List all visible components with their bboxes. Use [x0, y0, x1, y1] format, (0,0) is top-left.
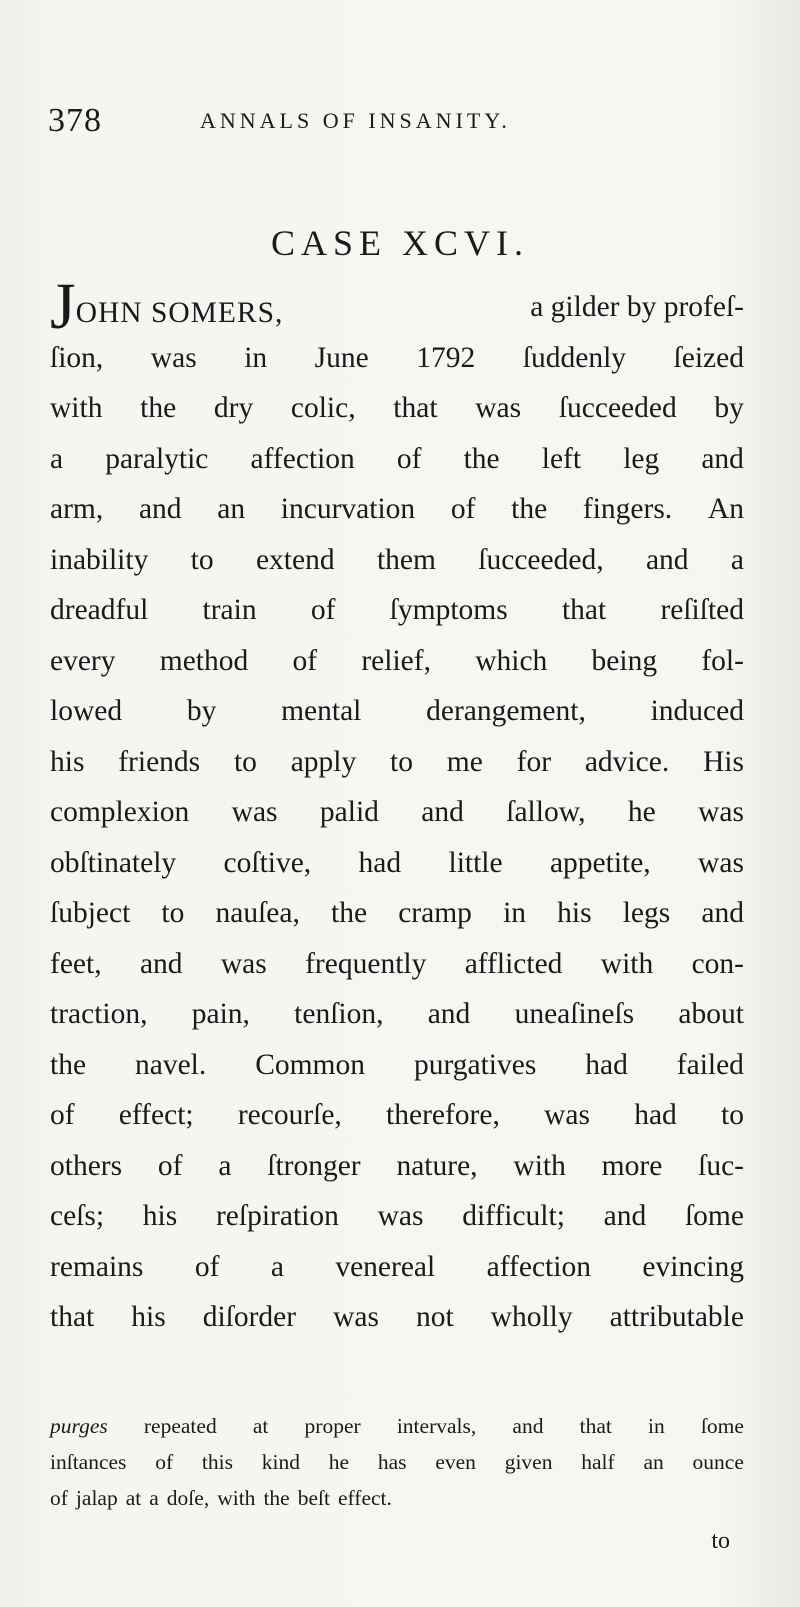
word: beſt — [297, 1486, 330, 1510]
word: others — [50, 1149, 123, 1182]
word: had — [585, 1048, 628, 1081]
word: ſome — [684, 1200, 744, 1232]
first-word — [50, 270, 284, 343]
word: affection — [250, 442, 355, 475]
body-line — [50, 636, 744, 687]
word: train — [202, 594, 257, 626]
word: has — [377, 1450, 407, 1474]
word: every — [50, 644, 116, 677]
word: was — [544, 1099, 590, 1131]
word: An — [707, 493, 744, 525]
word: feet, — [50, 947, 102, 980]
word: to — [721, 1099, 744, 1131]
body-line — [50, 535, 744, 586]
word: that — [393, 392, 438, 424]
word: by — [714, 392, 744, 424]
word: reſpiration — [215, 1200, 339, 1232]
word: his — [50, 745, 85, 778]
word: the — [140, 392, 177, 424]
word: had — [634, 1099, 677, 1131]
word: of — [310, 594, 336, 626]
word: this — [201, 1450, 233, 1474]
word: leg — [623, 442, 660, 475]
word: ſallow, — [506, 796, 586, 828]
word: recourſe, — [237, 1099, 342, 1131]
word: ounce — [692, 1450, 744, 1474]
body-line — [50, 737, 744, 788]
word: was — [220, 947, 267, 980]
footnote-line — [50, 1408, 744, 1444]
word: ſymptoms — [389, 594, 508, 626]
word: a — [730, 543, 744, 576]
word: the — [50, 1048, 87, 1081]
word: of — [194, 1250, 220, 1283]
word: with — [513, 1149, 566, 1182]
word: incurvation — [280, 493, 416, 525]
word: therefore, — [386, 1099, 500, 1131]
catchword: to — [711, 1528, 730, 1554]
word: even — [435, 1450, 476, 1474]
word: fol- — [701, 644, 744, 677]
body-line — [50, 434, 744, 485]
word: reſiſted — [660, 594, 744, 626]
body-line — [50, 1242, 744, 1293]
word: relief, — [361, 644, 431, 677]
word: coſtive, — [223, 846, 312, 879]
word: and — [603, 1200, 647, 1232]
body-line — [50, 484, 744, 535]
word: inability — [50, 543, 149, 576]
word: of — [450, 493, 476, 525]
word: arm, — [50, 493, 104, 525]
word: ſubject — [50, 897, 131, 929]
word: attributable — [609, 1301, 744, 1333]
word: for — [516, 745, 552, 778]
word: nauſea, — [215, 897, 300, 929]
word: fingers. — [582, 493, 673, 525]
body-line — [50, 1292, 744, 1343]
word: the — [263, 1486, 290, 1510]
word: that — [50, 1301, 95, 1333]
word: and — [421, 796, 464, 828]
body-line — [50, 1141, 744, 1192]
word: a — [50, 442, 64, 475]
word: legs — [622, 897, 671, 929]
word: 1792 — [416, 341, 476, 374]
running-head — [48, 100, 748, 140]
word: a — [218, 1149, 232, 1182]
word: mental — [281, 695, 362, 727]
word: to — [190, 543, 214, 576]
word: and — [645, 543, 689, 576]
word: cramp — [398, 897, 472, 929]
word: proper — [304, 1414, 361, 1438]
word: an — [217, 493, 246, 525]
running-title: ANNALS OF INSANITY. — [200, 108, 511, 133]
word: in — [648, 1414, 665, 1438]
word: failed — [676, 1048, 744, 1081]
word: given — [504, 1450, 553, 1474]
word: Common — [255, 1048, 366, 1081]
word: that — [579, 1414, 612, 1438]
word: more — [601, 1149, 663, 1182]
footnote — [50, 1408, 744, 1516]
word: that — [561, 594, 607, 626]
word: with — [600, 947, 654, 980]
body-text — [50, 270, 744, 1343]
word: was — [150, 341, 197, 374]
word: diſorder — [202, 1301, 297, 1333]
first-line-rest: a gilder by profeſ- — [530, 291, 744, 323]
word: navel. — [134, 1048, 207, 1081]
word: wholly — [490, 1301, 573, 1333]
body-line — [50, 989, 744, 1040]
word: of — [292, 644, 318, 677]
word: the — [511, 493, 548, 525]
word: afflicted — [464, 947, 563, 980]
case-heading: CASE XCVI. — [270, 223, 530, 263]
word: complexion — [50, 796, 190, 828]
word: friends — [118, 745, 201, 778]
word: pain, — [191, 998, 250, 1030]
word: his — [557, 897, 592, 929]
word: affection — [486, 1250, 591, 1283]
word: not — [415, 1301, 454, 1333]
word: a — [270, 1250, 284, 1283]
word: purgatives — [413, 1048, 537, 1081]
word: inſtances — [50, 1450, 127, 1474]
word: palid — [319, 796, 379, 828]
word: appetite, — [549, 846, 651, 879]
word: and — [701, 442, 744, 475]
word: ſuc- — [698, 1149, 744, 1182]
word: was — [333, 1301, 379, 1333]
body-line — [50, 686, 744, 737]
word: nature, — [396, 1149, 478, 1182]
word: them — [376, 543, 436, 576]
word: ceſs; — [50, 1200, 105, 1232]
body-line — [50, 1191, 744, 1242]
word: uneaſineſs — [514, 998, 635, 1030]
word: had — [358, 846, 402, 879]
word: and — [701, 897, 744, 929]
word: and — [427, 998, 471, 1030]
word: he — [627, 796, 656, 828]
word: he — [328, 1450, 350, 1474]
footnote-line — [50, 1480, 744, 1516]
word: con- — [691, 947, 744, 980]
word: little — [448, 846, 503, 879]
word: of — [155, 1450, 174, 1474]
word: ſome — [700, 1414, 744, 1438]
word: obſtinately — [50, 846, 177, 879]
word: ſucceeded, — [478, 543, 604, 576]
footnote-line — [50, 1444, 744, 1480]
body-line-first — [50, 270, 744, 343]
word: June — [314, 341, 369, 374]
word: which — [475, 644, 548, 677]
word: ſuddenly — [522, 341, 627, 374]
word: kind — [261, 1450, 300, 1474]
word: was — [377, 1200, 424, 1232]
word: paralytic — [105, 442, 209, 475]
word: of — [157, 1149, 183, 1182]
word: was — [475, 392, 522, 424]
word: to — [233, 745, 257, 778]
word: ſeized — [673, 341, 744, 374]
body-line — [50, 939, 744, 990]
body-line — [50, 1090, 744, 1141]
word: doſe, — [166, 1486, 210, 1510]
word: dry — [213, 392, 254, 424]
word: tenſion, — [294, 998, 384, 1030]
word: induced — [650, 695, 744, 727]
word: in — [244, 341, 268, 374]
word: ſucceeded — [558, 392, 677, 424]
first-word-rest: OHN SOMERS, — [75, 297, 284, 329]
word: was — [231, 796, 278, 828]
word: his — [142, 1200, 178, 1232]
word: his — [131, 1301, 166, 1333]
word: dreadful — [50, 594, 149, 626]
word: intervals, — [396, 1414, 477, 1438]
word: at — [252, 1414, 269, 1438]
word: evincing — [642, 1250, 744, 1283]
drop-cap: J — [50, 270, 76, 343]
word: effect. — [337, 1486, 392, 1510]
word: venereal — [335, 1250, 436, 1283]
body-lines — [50, 333, 744, 1343]
word: traction, — [50, 998, 148, 1030]
word: method — [159, 644, 249, 677]
word: to — [161, 897, 185, 929]
body-line — [50, 383, 744, 434]
word: at — [125, 1486, 142, 1510]
word: with — [50, 392, 103, 424]
word: by — [186, 695, 217, 727]
word: and — [512, 1414, 544, 1438]
word: apply — [290, 745, 357, 778]
word: of — [396, 442, 422, 475]
body-line — [50, 333, 744, 384]
word: of — [50, 1099, 75, 1131]
word: with — [217, 1486, 256, 1510]
word: being — [591, 644, 658, 677]
word: was — [698, 846, 744, 879]
footnote-italic-word: purges — [50, 1414, 108, 1438]
body-line — [50, 838, 744, 889]
word: in — [503, 897, 527, 929]
word: a — [149, 1486, 159, 1510]
word: frequently — [305, 947, 427, 980]
body-line — [50, 787, 744, 838]
word: of — [50, 1486, 68, 1510]
word: effect; — [118, 1099, 194, 1131]
word: His — [703, 745, 744, 778]
word: extend — [255, 543, 335, 576]
body-line — [50, 585, 744, 636]
word: lowed — [50, 695, 123, 727]
word: ſtronger — [267, 1149, 361, 1182]
word: and — [139, 947, 183, 980]
word: left — [541, 442, 582, 475]
word: the — [463, 442, 500, 475]
word: an — [643, 1450, 664, 1474]
word: half — [581, 1450, 615, 1474]
word: difficult; — [462, 1200, 565, 1232]
word: derangement, — [426, 695, 586, 727]
page-number: 378 — [48, 102, 102, 139]
word: advice. — [584, 745, 670, 778]
body-line — [50, 888, 744, 939]
word: repeated — [143, 1414, 217, 1438]
word: jalap — [75, 1486, 118, 1510]
word: was — [698, 796, 744, 828]
body-line — [50, 1040, 744, 1091]
word: and — [138, 493, 182, 525]
word: the — [331, 897, 368, 929]
word: about — [678, 998, 744, 1030]
word: to — [390, 745, 413, 778]
word: remains — [50, 1250, 144, 1283]
word: ſion, — [50, 341, 104, 374]
word: me — [446, 745, 483, 778]
word: colic, — [290, 392, 356, 424]
